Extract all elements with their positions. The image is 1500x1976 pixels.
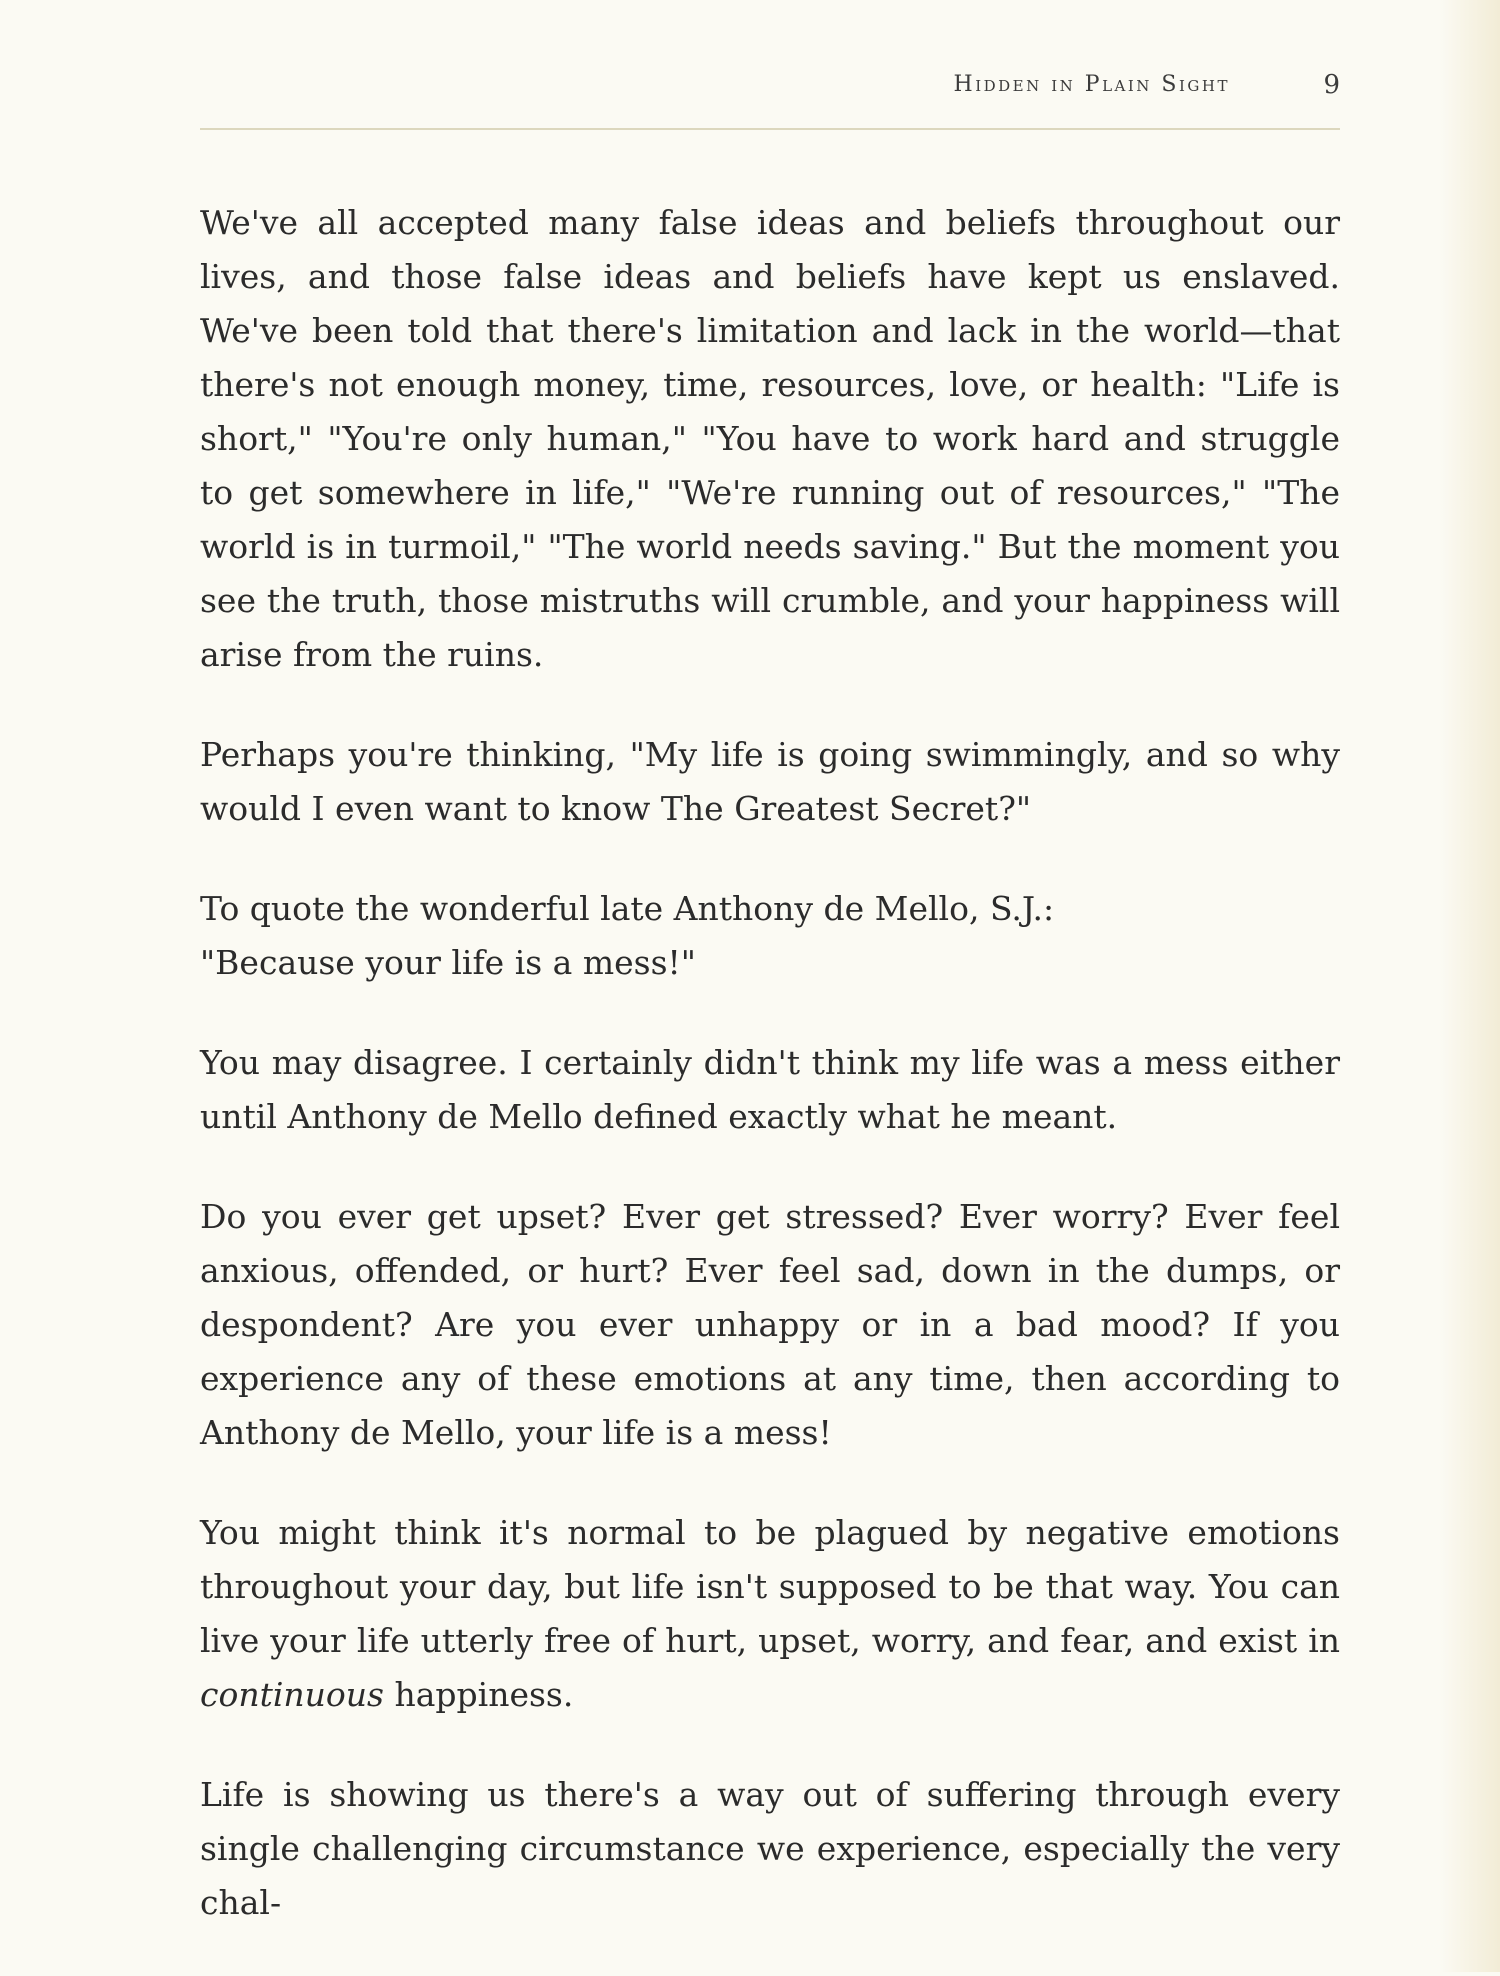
running-title: Hidden in Plain Sight xyxy=(953,72,1230,97)
running-head xyxy=(200,72,1340,112)
quote-paragraph xyxy=(200,882,1340,990)
quote-line: "Because your life is a mess!" xyxy=(200,943,696,982)
paragraph: Perhaps you're thinking, "My life is going swimmingly, and so why would I even want to know The Greatest Secret?" xyxy=(200,735,1340,828)
paragraph: We've all accepted many false ideas and beliefs throughout our lives, and those false ideas and beliefs have kept us enslaved. We've been told that there's limitation and lack in the world—that there's not enough money, time, resources, love, or health: "Life is short," "You're only human," "You have to work hard and struggle to get somewhere in life," "We're running out of resources," "The world is in turmoil," "The world needs saving." But the moment you see the truth, those mistruths will crumble, and your happiness will arise from the ruins. xyxy=(200,203,1340,674)
paragraph-text-after: happiness. xyxy=(383,1675,574,1714)
quote-intro-line: To quote the wonderful late Anthony de Mello, S.J.: xyxy=(200,889,1055,928)
paragraph xyxy=(200,1506,1340,1722)
paragraph: Life is showing us there's a way out of suffering through every single challenging circumstance we experience, especially the very chal- xyxy=(200,1775,1340,1922)
paragraph-text-before: You might think it's normal to be plagued by negative emotions throughout your day, but life isn't supposed to be that way. You can live your life utterly free of hurt, upset, worry, and fear, and exist in xyxy=(200,1513,1340,1660)
page-number: 9 xyxy=(1323,70,1340,100)
header-rule xyxy=(200,128,1340,130)
page-edge-shading xyxy=(1440,0,1500,1972)
paragraph: Do you ever get upset? Ever get stressed? Ever worry? Ever feel anxious, offended, or hurt? Ever feel sad, down in the dumps, or despondent? Are you ever unhappy or in a bad mood? If you experience any of these emotions at any time, then according to Anthony de Mello, your life is a mess! xyxy=(200,1197,1340,1452)
body-text xyxy=(200,196,1340,1976)
italic-emphasis: continuous xyxy=(200,1675,384,1714)
paragraph: You may disagree. I certainly didn't think my life was a mess either until Anthony de Mello defined exactly what he meant. xyxy=(200,1043,1340,1136)
